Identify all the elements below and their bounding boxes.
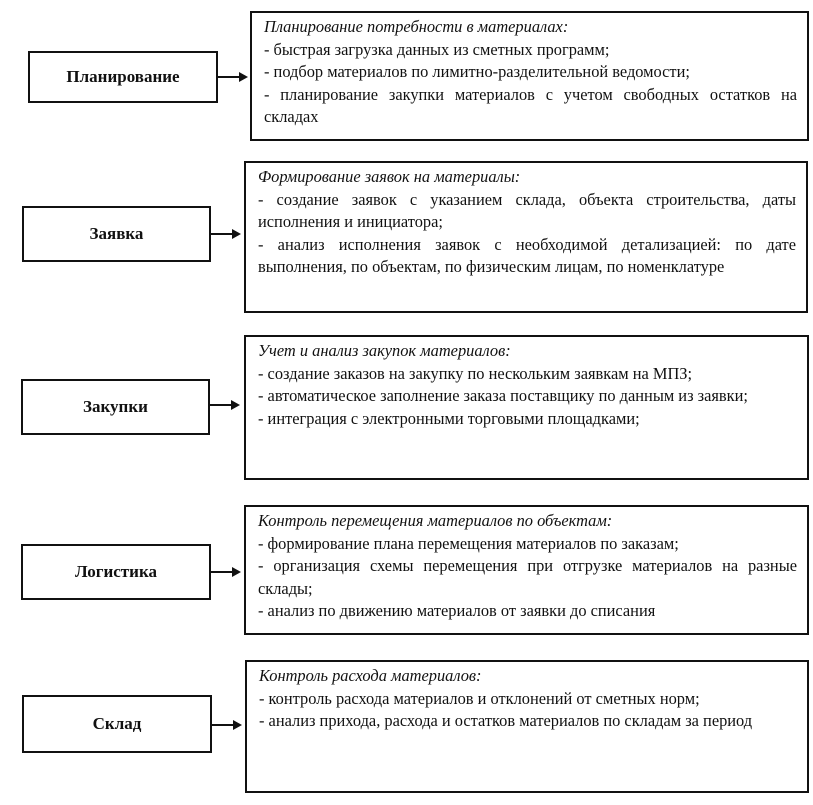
stage-label-request: Заявка [89,224,144,243]
list-item: - анализ исполнения заявок с необходимой детализацией: по дате выполнения, по объектам, по физическим лицам, по номенклатуре [258,234,796,277]
list-item: - контроль расхода материалов и отклонений от сметных норм; [259,688,700,708]
arrow-right-icon [211,227,241,241]
stage-box-planning [28,51,218,103]
desc-box-warehouse [245,660,809,793]
stage-label-logistics: Логистика [75,562,157,581]
list-item: - анализ по движению материалов от заявки до списания [258,601,656,621]
desc-title-planning: Планирование потребности в материалах: [264,17,569,36]
list-item: - интеграция с электронными торговыми площадками; [258,408,640,428]
desc-box-logistics [244,505,809,635]
list-item: - анализ прихода, расхода и остатков материалов по складам за период [259,711,753,731]
stage-box-purchasing [21,379,210,435]
arrow-right-icon [210,398,240,412]
desc-box-planning [250,11,809,141]
desc-box-request [244,161,808,313]
list-item: - быстрая загрузка данных из сметных программ; [264,39,610,59]
stage-box-request [22,206,211,262]
list-item: - автоматическое заполнение заказа поставщику по данным из заявки; [258,386,748,406]
desc-title-purchasing: Учет и анализ закупок материалов: [258,341,511,360]
list-item: - планирование закупки материалов с учетом свободных остатков на складах [264,84,797,127]
arrow-right-icon [212,718,242,732]
list-item: - создание заказов на закупку по нескольким заявкам на МПЗ; [258,363,693,383]
desc-title-request: Формирование заявок на материалы: [258,167,521,186]
list-item: - подбор материалов по лимитно-разделительной ведомости; [264,62,690,82]
desc-title-warehouse: Контроль расхода материалов: [259,666,482,685]
arrow-right-icon [218,70,248,84]
list-item: - формирование плана перемещения материалов по заказам; [258,533,679,553]
list-item: - организация схемы перемещения при отгрузке материалов на разные склады; [258,556,797,598]
arrow-right-icon [211,565,241,579]
stage-box-warehouse [22,695,212,753]
desc-title-logistics: Контроль перемещения материалов по объектам: [258,511,613,530]
stage-label-purchasing: Закупки [83,397,148,416]
stage-box-logistics [21,544,211,600]
stage-label-warehouse: Склад [92,714,142,733]
desc-box-purchasing [244,335,809,480]
list-item: - создание заявок с указанием склада, объекта строительства, даты исполнения и инициатора; [258,189,796,232]
stage-label-planning: Планирование [66,67,180,86]
